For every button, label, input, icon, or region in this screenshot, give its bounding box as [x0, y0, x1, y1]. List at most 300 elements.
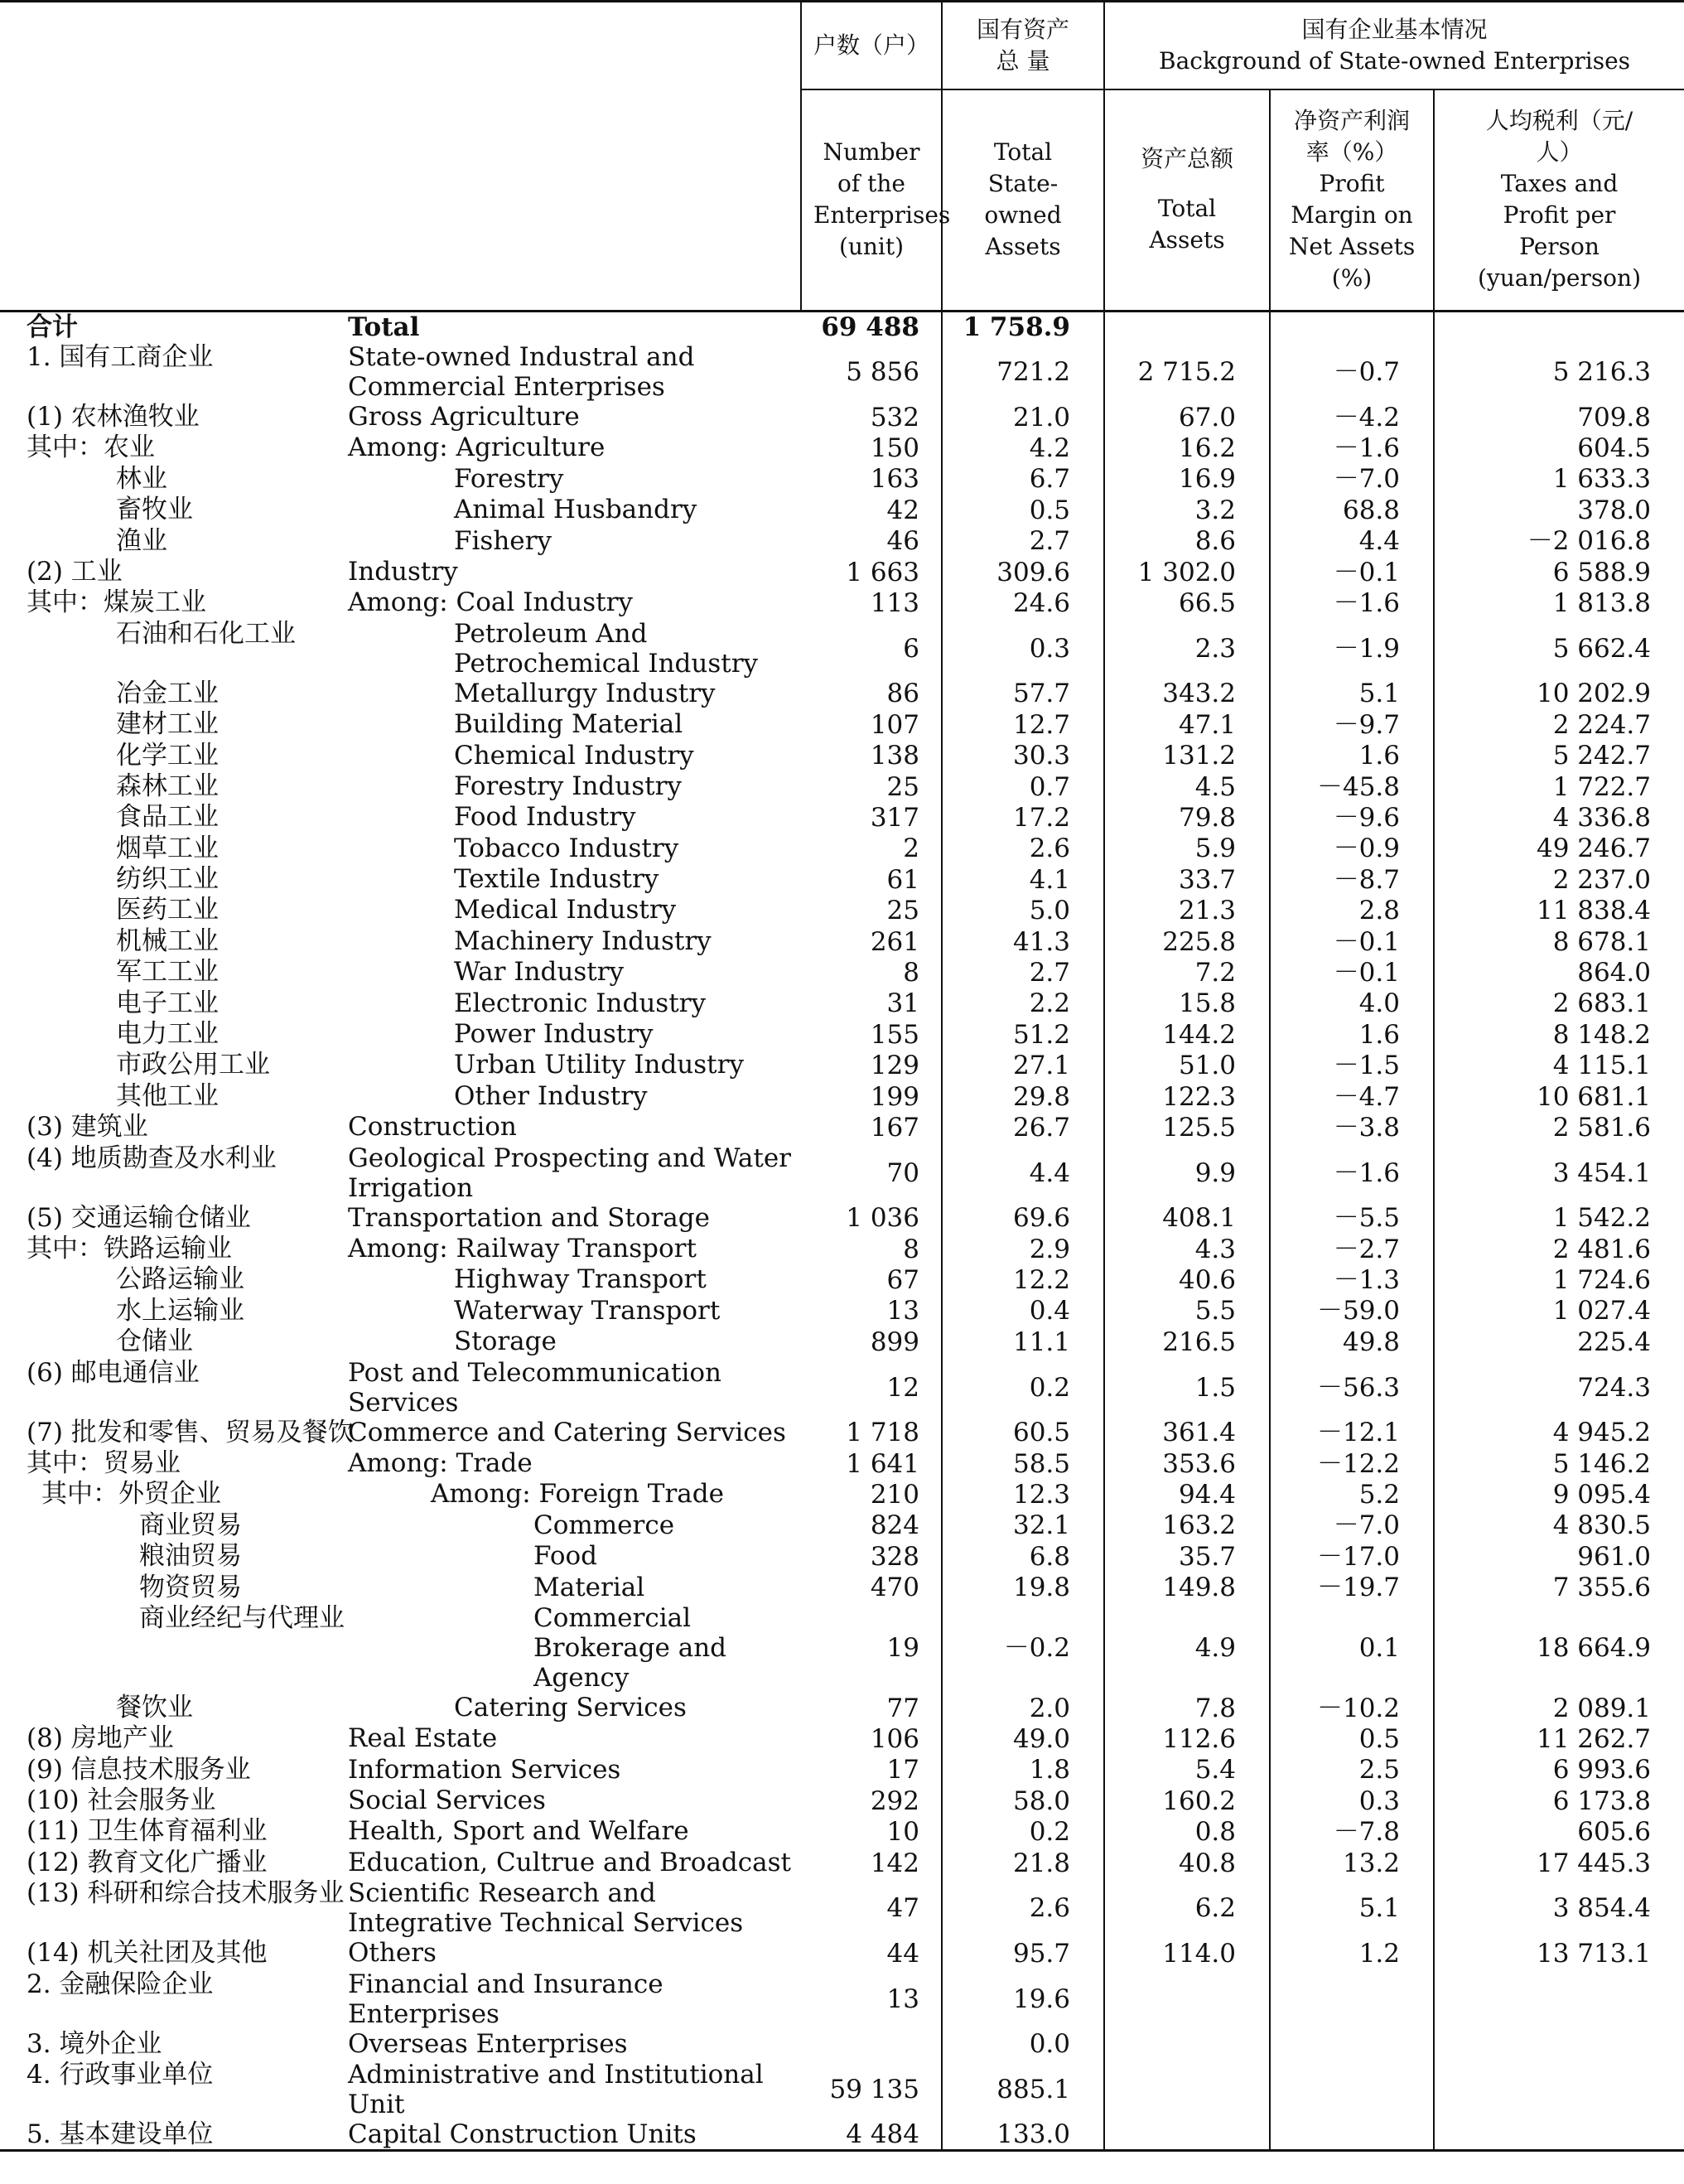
cell-profit-margin: －1.6	[1270, 432, 1434, 463]
cell-profit-margin: －3.8	[1270, 1112, 1434, 1143]
header-tax-cn: 人均税利（元/人）	[1485, 107, 1633, 167]
cell-count: 138	[870, 741, 919, 771]
cell-tax-profit	[1434, 2119, 1684, 2151]
cell-count: 4 484	[801, 2119, 942, 2151]
cell-profit-margin: －1.5	[1270, 1050, 1434, 1080]
row-label-cn: (9) 信息技术服务业	[27, 1754, 251, 1785]
cell-total-assets: 160.2	[1104, 1785, 1270, 1816]
cell-state-assets: 30.3	[942, 741, 1104, 771]
table-row	[0, 1878, 1684, 1938]
row-label-cn: (11) 卫生体育福利业	[27, 1816, 268, 1847]
cell-state-assets: 2.2	[942, 988, 1104, 1019]
cell-count: 824	[870, 1510, 919, 1541]
row-label-en: Tobacco Industry	[454, 833, 679, 863]
cell-total-assets: 1 302.0	[1104, 557, 1270, 587]
cell-tax-profit: 4 115.1	[1434, 1050, 1684, 1080]
table-row	[0, 1112, 1684, 1143]
header-assets-en: Total State-owned Assets	[942, 89, 1104, 312]
cell-total-assets: 2.3	[1104, 619, 1270, 679]
cell-count: 86	[886, 679, 919, 709]
row-label-en: Animal Husbandry	[454, 495, 697, 525]
row-label-en: Power Industry	[454, 1019, 654, 1050]
cell-profit-margin: 0.1	[1270, 1603, 1434, 1693]
cell-count: 106	[870, 1723, 919, 1754]
table-row	[0, 495, 1684, 525]
header-tax-profit	[1434, 89, 1684, 312]
cell-count: 46	[886, 526, 919, 557]
cell-tax-profit: 1 633.3	[1434, 464, 1684, 495]
cell-state-assets: 4.2	[942, 432, 1104, 463]
cell-profit-margin: 49.8	[1270, 1326, 1434, 1357]
row-label-cn: 食品工业	[116, 802, 219, 833]
cell-total-assets: 131.2	[1104, 741, 1270, 771]
cell-count: 899	[870, 1326, 919, 1357]
table-row	[0, 1479, 1684, 1510]
cell-state-assets: 4.4	[942, 1143, 1104, 1203]
cell-count: 1 036	[846, 1203, 919, 1234]
row-label-cn: 电力工业	[116, 1019, 219, 1050]
row-label-en: Chemical Industry	[454, 740, 694, 771]
table-row	[0, 1510, 1684, 1541]
cell-profit-margin	[1270, 2119, 1434, 2151]
row-label-cn: 畜牧业	[116, 495, 193, 525]
table-row	[0, 988, 1684, 1019]
cell-count: 532	[870, 402, 919, 432]
row-label-en: Construction	[348, 1112, 517, 1143]
cell-count: 77	[886, 1693, 919, 1723]
header-total-assets-en: Total Assets	[1149, 195, 1225, 254]
cell-total-assets: 3.2	[1104, 495, 1270, 525]
cell-tax-profit: 604.5	[1434, 432, 1684, 463]
cell-count: 42	[886, 495, 919, 525]
table-row	[0, 1081, 1684, 1112]
cell-total-assets: 35.7	[1104, 1541, 1270, 1572]
cell-total-assets: 15.8	[1104, 988, 1270, 1019]
row-label-cn: 5. 基本建设单位	[0, 2119, 348, 2151]
cell-total-assets: 144.2	[1104, 1019, 1270, 1050]
cell-total-assets: 112.6	[1104, 1723, 1270, 1754]
table-row	[0, 895, 1684, 925]
cell-tax-profit: 4 336.8	[1434, 802, 1684, 833]
header-assets-cn: 国有资产 总 量	[942, 2, 1104, 89]
row-label-cn: 2. 金融保险企业	[27, 1969, 214, 1999]
row-label-en: Medical Industry	[454, 895, 677, 925]
cell-state-assets: 0.0	[942, 2029, 1104, 2060]
header-background-cn: 国有企业基本情况	[1301, 15, 1488, 43]
cell-count: 129	[870, 1051, 919, 1081]
cell-state-assets: 19.6	[942, 1969, 1104, 2029]
cell-tax-profit: －2 016.8	[1434, 526, 1684, 557]
table-row	[0, 1326, 1684, 1357]
cell-state-assets: 57.7	[942, 679, 1104, 709]
cell-tax-profit: 1 722.7	[1434, 771, 1684, 802]
cell-tax-profit: 1 724.6	[1434, 1264, 1684, 1295]
table-row	[0, 1264, 1684, 1295]
table-row	[0, 1448, 1684, 1479]
cell-state-assets: 2.7	[942, 526, 1104, 557]
cell-profit-margin: －0.9	[1270, 833, 1434, 864]
cell-count: 25	[886, 896, 919, 926]
table-row	[0, 741, 1684, 771]
cell-profit-margin: 5.1	[1270, 679, 1434, 709]
row-label-cn: 医药工业	[116, 895, 219, 925]
cell-state-assets: 0.3	[942, 619, 1104, 679]
row-label-en: Metallurgy Industry	[454, 678, 716, 708]
cell-tax-profit: 5 216.3	[1434, 342, 1684, 402]
table-row	[0, 464, 1684, 495]
row-label-en: Gross Agriculture	[348, 402, 580, 432]
row-label-en: Education, Cultrue and Broadcast	[348, 1847, 791, 1877]
cell-total-assets: 4.9	[1104, 1603, 1270, 1693]
table-row	[0, 2029, 1684, 2060]
cell-tax-profit: 11 262.7	[1434, 1723, 1684, 1754]
table-row	[0, 679, 1684, 709]
row-label-en: Catering Services	[454, 1692, 687, 1723]
cell-total-assets	[1104, 1969, 1270, 2029]
header-total-assets	[1104, 89, 1270, 312]
cell-state-assets: 19.8	[942, 1573, 1104, 1603]
header-count-en: Number of the Enterprises (unit)	[801, 89, 942, 312]
table-row	[0, 1816, 1684, 1847]
row-label-cn: 其中：外贸企业	[41, 1479, 221, 1510]
cell-count: 19	[886, 1632, 919, 1663]
row-label-en: Food Industry	[454, 802, 636, 833]
cell-tax-profit: 1 027.4	[1434, 1296, 1684, 1326]
cell-state-assets: 41.3	[942, 926, 1104, 957]
row-label-en: Fishery	[454, 525, 552, 556]
cell-state-assets: 5.0	[942, 895, 1104, 925]
table-row	[0, 1785, 1684, 1816]
row-label-cn: (2) 工业	[27, 556, 123, 587]
cell-count: 1 663	[846, 557, 919, 587]
cell-count: 70	[886, 1157, 919, 1188]
row-label-cn: 仓储业	[116, 1326, 193, 1357]
cell-profit-margin: －19.7	[1270, 1573, 1434, 1603]
row-label-en: Petroleum And Petrochemical Industry	[454, 618, 759, 679]
row-label-cn: (5) 交通运输仓储业	[27, 1202, 251, 1233]
cell-total-assets: 114.0	[1104, 1938, 1270, 1969]
row-label-en: Electronic Industry	[454, 988, 707, 1018]
cell-total-assets: 122.3	[1104, 1081, 1270, 1112]
cell-tax-profit: 961.0	[1434, 1541, 1684, 1572]
header-profit-cn: 净资产利润率（%）	[1293, 107, 1410, 167]
cell-total-assets: 94.4	[1104, 1479, 1270, 1510]
cell-profit-margin: －59.0	[1270, 1296, 1434, 1326]
row-label-en: War Industry	[454, 957, 625, 988]
row-label-cn: 4. 行政事业单位	[27, 2060, 214, 2090]
cell-profit-margin	[1270, 312, 1434, 343]
cell-profit-margin: －12.2	[1270, 1448, 1434, 1479]
cell-count: 8	[903, 1234, 919, 1264]
row-label-cn: 其中：煤炭工业	[27, 587, 206, 618]
cell-total-assets: 216.5	[1104, 1326, 1270, 1357]
cell-state-assets: 58.5	[942, 1448, 1104, 1479]
cell-state-assets: 2.9	[942, 1234, 1104, 1264]
cell-count: 25	[886, 771, 919, 802]
cell-total-assets: 9.9	[1104, 1143, 1270, 1203]
cell-total-assets	[1104, 2060, 1270, 2119]
cell-state-assets: 29.8	[942, 1081, 1104, 1112]
row-label-en: Forestry	[454, 463, 564, 494]
header-tax-en: Taxes and Profit per Person (yuan/person)	[1478, 170, 1641, 292]
cell-tax-profit: 8 148.2	[1434, 1019, 1684, 1050]
cell-count: 1 718	[846, 1418, 919, 1448]
cell-profit-margin	[1270, 2060, 1434, 2119]
cell-tax-profit: 605.6	[1434, 1816, 1684, 1847]
cell-profit-margin: －0.1	[1270, 926, 1434, 957]
row-label-en: Commercial Brokerage and Agency	[533, 1602, 727, 1693]
cell-state-assets: 26.7	[942, 1112, 1104, 1143]
row-label-en: Social Services	[348, 1785, 546, 1816]
table-row	[0, 1848, 1684, 1878]
table-row	[0, 1203, 1684, 1234]
table-row	[0, 864, 1684, 895]
cell-state-assets: 4.1	[942, 864, 1104, 895]
row-label-cn: 商业贸易	[139, 1510, 242, 1540]
row-label-en: Financial and Insurance Enterprises	[348, 1969, 663, 2029]
table-row	[0, 619, 1684, 679]
cell-tax-profit: 18 664.9	[1434, 1603, 1684, 1693]
cell-tax-profit: 10 202.9	[1434, 679, 1684, 709]
row-label-cn: (12) 教育文化广播业	[27, 1847, 268, 1877]
row-label-cn: 1. 国有工商企业	[27, 342, 214, 372]
row-label-en: Forestry Industry	[454, 771, 682, 801]
table-row	[0, 802, 1684, 833]
row-label-cn: (3) 建筑业	[27, 1112, 148, 1143]
row-label-cn: 其中：农业	[27, 432, 155, 463]
row-label-en: Waterway Transport	[454, 1295, 721, 1326]
cell-profit-margin: 2.5	[1270, 1755, 1434, 1785]
cell-total-assets	[1104, 2029, 1270, 2060]
table-row	[0, 1693, 1684, 1723]
cell-total-assets: 343.2	[1104, 679, 1270, 709]
cell-profit-margin: 1.6	[1270, 741, 1434, 771]
row-label-cn: 军工工业	[116, 957, 219, 988]
row-label-en: Among: Railway Transport	[348, 1233, 697, 1264]
cell-tax-profit: 2 581.6	[1434, 1112, 1684, 1143]
cell-count: 5 856	[846, 357, 919, 387]
cell-tax-profit: 6 588.9	[1434, 557, 1684, 587]
cell-state-assets: 17.2	[942, 802, 1104, 833]
cell-tax-profit	[1434, 1969, 1684, 2029]
cell-count: 107	[870, 709, 919, 740]
cell-tax-profit: 2 237.0	[1434, 864, 1684, 895]
table-row	[0, 1234, 1684, 1264]
cell-state-assets: 32.1	[942, 1510, 1104, 1541]
cell-tax-profit: 5 146.2	[1434, 1448, 1684, 1479]
cell-tax-profit: 4 945.2	[1434, 1418, 1684, 1448]
table-row	[0, 587, 1684, 618]
table-row	[0, 432, 1684, 463]
cell-state-assets: 6.8	[942, 1541, 1104, 1572]
cell-count	[801, 2029, 942, 2060]
cell-state-assets: 60.5	[942, 1418, 1104, 1448]
row-label-en: Other Industry	[454, 1080, 648, 1111]
cell-profit-margin: 5.2	[1270, 1479, 1434, 1510]
cell-state-assets: 12.7	[942, 709, 1104, 740]
cell-count: 13	[886, 1983, 919, 2014]
cell-total-assets: 6.2	[1104, 1878, 1270, 1938]
row-label-cn: 餐饮业	[116, 1692, 193, 1723]
cell-count: 1 641	[846, 1448, 919, 1479]
cell-count: 8	[903, 957, 919, 988]
cell-tax-profit: 17 445.3	[1434, 1848, 1684, 1878]
cell-count: 210	[870, 1480, 919, 1510]
header-blank	[0, 2, 801, 89]
cell-profit-margin: 4.0	[1270, 988, 1434, 1019]
cell-count: 31	[886, 988, 919, 1019]
cell-state-assets: 51.2	[942, 1019, 1104, 1050]
row-label-cn: (7) 批发和零售、贸易及餐饮	[27, 1417, 354, 1447]
cell-total-assets: 40.6	[1104, 1264, 1270, 1295]
cell-tax-profit: 3 454.1	[1434, 1143, 1684, 1203]
cell-profit-margin: －12.1	[1270, 1418, 1434, 1448]
cell-total-assets: 149.8	[1104, 1573, 1270, 1603]
cell-state-assets: 69.6	[942, 1203, 1104, 1234]
cell-state-assets: 11.1	[942, 1326, 1104, 1357]
row-label-cn: (8) 房地产业	[27, 1723, 174, 1754]
cell-tax-profit: 5 242.7	[1434, 741, 1684, 771]
cell-state-assets: 1 758.9	[942, 312, 1104, 343]
row-label-en: Real Estate	[348, 1723, 498, 1754]
row-label-cn: 3. 境外企业	[27, 2028, 162, 2059]
cell-total-assets: 16.2	[1104, 432, 1270, 463]
cell-count: 47	[886, 1893, 919, 1924]
cell-state-assets: 58.0	[942, 1785, 1104, 1816]
cell-tax-profit: 2 089.1	[1434, 1693, 1684, 1723]
row-label-en: Others	[348, 1938, 437, 1969]
cell-total-assets: 47.1	[1104, 709, 1270, 740]
cell-profit-margin: －0.7	[1270, 342, 1434, 402]
cell-total-assets: 16.9	[1104, 464, 1270, 495]
cell-total-assets: 353.6	[1104, 1448, 1270, 1479]
cell-profit-margin: －45.8	[1270, 771, 1434, 802]
table-row	[0, 1755, 1684, 1785]
cell-tax-profit	[1434, 312, 1684, 343]
cell-count: 44	[886, 1938, 919, 1969]
cell-state-assets: 721.2	[942, 342, 1104, 402]
table-row	[0, 1358, 1684, 1418]
row-label-cn: 烟草工业	[116, 833, 219, 863]
cell-profit-margin: －1.3	[1270, 1264, 1434, 1295]
cell-tax-profit: 11 838.4	[1434, 895, 1684, 925]
cell-total-assets: 5.4	[1104, 1755, 1270, 1785]
cell-tax-profit: 10 681.1	[1434, 1081, 1684, 1112]
row-label-en: Capital Construction Units	[348, 2119, 801, 2151]
row-label-en: Overseas Enterprises	[348, 2028, 628, 2059]
cell-profit-margin: －1.6	[1270, 587, 1434, 618]
cell-tax-profit: 2 224.7	[1434, 709, 1684, 740]
row-label-cn: 合计	[27, 312, 78, 342]
table-row	[0, 557, 1684, 587]
cell-state-assets: 27.1	[942, 1050, 1104, 1080]
row-label-en: Industry	[348, 556, 458, 587]
row-label-en: Among: Coal Industry	[348, 587, 633, 618]
cell-state-assets: 0.5	[942, 495, 1104, 525]
cell-profit-margin: －10.2	[1270, 1693, 1434, 1723]
cell-total-assets: 7.2	[1104, 957, 1270, 988]
cell-profit-margin: －0.1	[1270, 957, 1434, 988]
cell-total-assets: 4.5	[1104, 771, 1270, 802]
cell-total-assets: 1.5	[1104, 1358, 1270, 1418]
row-label-en: Geological Prospecting and Water Irrigation	[348, 1143, 791, 1203]
cell-state-assets: 0.2	[942, 1816, 1104, 1847]
row-label-en: Health, Sport and Welfare	[348, 1816, 689, 1847]
row-label-en: Information Services	[348, 1754, 621, 1785]
table-row	[0, 1723, 1684, 1754]
cell-tax-profit: 6 173.8	[1434, 1785, 1684, 1816]
cell-count: 10	[886, 1817, 919, 1848]
cell-profit-margin: －4.7	[1270, 1081, 1434, 1112]
cell-total-assets	[1104, 2119, 1270, 2151]
cell-profit-margin	[1270, 2029, 1434, 2060]
cell-tax-profit: 2 683.1	[1434, 988, 1684, 1019]
cell-count: 163	[870, 464, 919, 495]
row-label-cn: 公路运输业	[116, 1264, 244, 1295]
cell-total-assets: 163.2	[1104, 1510, 1270, 1541]
cell-profit-margin: 1.6	[1270, 1019, 1434, 1050]
cell-state-assets: 2.6	[942, 1878, 1104, 1938]
cell-tax-profit: 13 713.1	[1434, 1938, 1684, 1969]
cell-count: 150	[870, 433, 919, 464]
cell-profit-margin: －17.0	[1270, 1541, 1434, 1572]
cell-count: 155	[870, 1019, 919, 1050]
cell-total-assets: 66.5	[1104, 587, 1270, 618]
cell-profit-margin: －8.7	[1270, 864, 1434, 895]
cell-count: 59 135	[829, 2075, 919, 2105]
cell-profit-margin: 2.8	[1270, 895, 1434, 925]
row-label-en: Commerce and Catering Services	[348, 1417, 786, 1447]
cell-state-assets: 21.8	[942, 1848, 1104, 1878]
header-total-assets-cn: 资产总额	[1140, 145, 1233, 173]
cell-tax-profit: 225.4	[1434, 1326, 1684, 1357]
table-row	[0, 342, 1684, 402]
table-row	[0, 1969, 1684, 2029]
row-label-cn: 建材工业	[116, 709, 219, 740]
cell-total-assets: 0.8	[1104, 1816, 1270, 1847]
row-label-en: Commerce	[533, 1510, 675, 1540]
cell-tax-profit: 49 246.7	[1434, 833, 1684, 864]
table-row	[0, 1050, 1684, 1080]
cell-tax-profit	[1434, 2060, 1684, 2119]
row-label-en: State-owned Industral and Commercial Enterprises	[348, 342, 695, 402]
cell-tax-profit: 9 095.4	[1434, 1479, 1684, 1510]
table-row	[0, 771, 1684, 802]
cell-count: 61	[886, 864, 919, 895]
row-label-cn: 渔业	[116, 525, 167, 556]
row-label-en: Storage	[454, 1326, 557, 1357]
header-blank-2	[0, 89, 801, 312]
cell-profit-margin: －9.7	[1270, 709, 1434, 740]
row-label-cn: (4) 地质勘查及水利业	[27, 1143, 277, 1173]
cell-profit-margin: 68.8	[1270, 495, 1434, 525]
cell-count: 317	[870, 802, 919, 833]
row-label-cn: (14) 机关社团及其他	[27, 1938, 268, 1969]
cell-tax-profit: 2 481.6	[1434, 1234, 1684, 1264]
row-label-en: Material	[533, 1572, 645, 1602]
cell-total-assets: 5.9	[1104, 833, 1270, 864]
cell-total-assets: 125.5	[1104, 1112, 1270, 1143]
cell-state-assets: 0.4	[942, 1296, 1104, 1326]
cell-total-assets: 225.8	[1104, 926, 1270, 957]
cell-tax-profit: 4 830.5	[1434, 1510, 1684, 1541]
row-label-cn: 冶金工业	[116, 678, 219, 708]
cell-state-assets: 24.6	[942, 587, 1104, 618]
cell-tax-profit	[1434, 2029, 1684, 2060]
cell-state-assets: －0.2	[942, 1603, 1104, 1693]
cell-state-assets: 133.0	[942, 2119, 1104, 2151]
cell-total-assets: 2 715.2	[1104, 342, 1270, 402]
